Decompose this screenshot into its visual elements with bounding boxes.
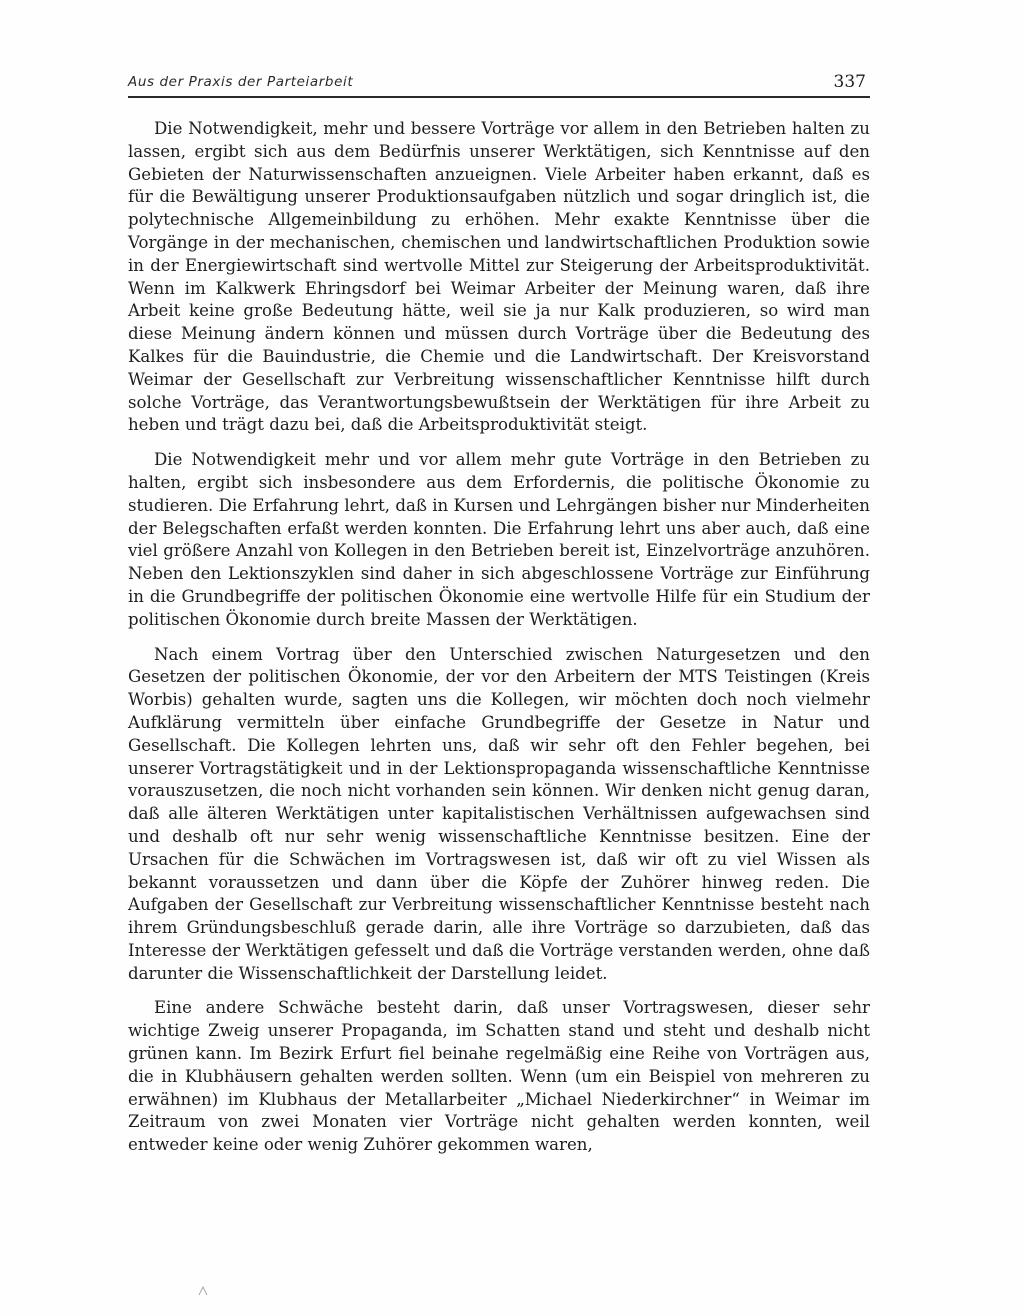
- speck-icon: [196, 1284, 210, 1298]
- paragraph-3: Nach einem Vortrag über den Unterschied zwischen Naturgesetzen und den Gesetzen der politischen Ökonomie, der vor den Arbeitern der MTS Teistingen (Kreis Worbis) gehalten wurde, sagten uns die Kollegen, wir möchten doch noch vielmehr Aufklärung vermitteln über einfache Grundbegriffe der Gesetze in Natur und Gesellschaft. Die Kollegen lehrten uns, daß wir sehr oft den Fehler begehen, bei unserer Vortragstätigkeit und in der Lektionspropaganda wissenschaftliche Kenntnisse vorauszusetzen, die noch nicht vorhanden sein können. Wir denken nicht genug daran, daß alle älteren Werktätigen unter kapitalistischen Verhältnissen aufgewachsen sind und deshalb oft nur sehr wenig wissenschaftliche Kenntnisse besitzen. Eine der Ursachen für die Schwächen im Vortragswesen ist, daß wir oft zu viel Wissen als bekannt voraussetzen und dann über die Köpfe der Zuhörer hinweg reden. Die Aufgaben der Gesellschaft zur Verbreitung wissenschaftlicher Kenntnisse besteht nach ihrem Gründungsbeschluß gerade darin, alle ihre Vorträge so darzubieten, daß das Interesse der Werktätigen gefesselt und daß die Vorträge verstanden werden, ohne daß darunter die Wissenschaftlichkeit der Darstellung leidet.: [128, 644, 870, 983]
- page-number: 337: [833, 72, 866, 92]
- paragraph-2: Die Notwendigkeit mehr und vor allem mehr gute Vorträge in den Betrieben zu halten, ergibt sich insbesondere aus dem Erfordernis, die politische Ökonomie zu studieren. Die Erfahrung lehrt, daß in Kursen und Lehrgängen bisher nur Minderheiten der Belegschaften erfaßt werden konnten. Die Erfahrung lehrt uns aber auch, daß eine viel größere Anzahl von Kollegen in den Betrieben bereit ist, Einzelvorträge anzuhören. Neben den Lektionszyklen sind daher in sich abgeschlossene Vorträge zur Einführung in die Grundbegriffe der politischen Ökonomie eine wertvolle Hilfe für ein Studium der politischen Ökonomie durch breite Massen der Werktätigen.: [128, 450, 870, 629]
- running-head: Aus der Praxis der Parteiarbeit: [128, 74, 354, 90]
- paragraph-4: Eine andere Schwäche besteht darin, daß unser Vortragswesen, dieser sehr wichtige Zweig unserer Propaganda, im Schatten stand und steht und deshalb nicht grünen kann. Im Bezirk Erfurt fiel beinahe regelmäßig eine Reihe von Vorträgen aus, die in Klubhäusern gehalten werden sollten. Wenn (um ein Beispiel von mehreren zu erwähnen) im Klubhaus der Metallarbeiter „Michael Niederkirchner“ in Weimar im Zeitraum von zwei Monaten vier Vorträge nicht gehalten werden konnten, weil entweder keine oder wenig Zuhörer gekommen waren,: [128, 998, 870, 1155]
- paragraph-1: Die Notwendigkeit, mehr und bessere Vorträge vor allem in den Betrieben halten zu lassen, ergibt sich aus dem Bedürfnis unserer Werktätigen, sich Kenntnisse auf den Gebieten der Naturwissenschaften anzueignen. Viele Arbeiter haben erkannt, daß es für die Bewältigung unserer Produktionsaufgaben nützlich und sogar dringlich ist, die polytechnische Allgemeinbildung zu erhöhen. Mehr exakte Kenntnisse über die Vorgänge in der mechanischen, chemischen und landwirtschaftlichen Produktion sowie in der Energiewirtschaft sind wertvolle Mittel zur Steigerung der Arbeitsproduktivität. Wenn im Kalkwerk Ehringsdorf bei Weimar Arbeiter der Meinung waren, daß ihre Arbeit keine große Bedeutung hätte, weil sie ja nur Kalk produzieren, so wird man diese Meinung ändern können und müssen durch Vorträge über die Bedeutung des Kalkes für die Bauindustrie, die Chemie und die Landwirtschaft. Der Kreisvorstand Weimar der Gesellschaft zur Verbreitung wissenschaftlicher Kenntnisse hilft durch solche Vorträge, das Verantwortungsbewußtsein der Werktätigen für ihre Arbeit zu heben und trägt dazu bei, daß die Arbeitsproduktivität steigt.: [128, 119, 870, 435]
- page-header: [128, 66, 870, 98]
- body-text: [128, 118, 870, 1169]
- scan-speck-mark: [196, 1284, 210, 1298]
